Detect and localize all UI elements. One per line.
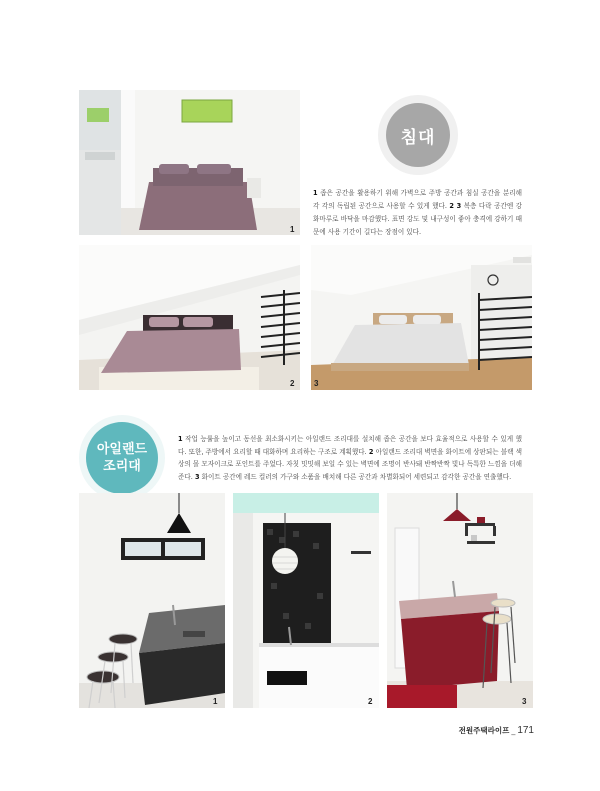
- bed-caption-part: 좁은 공간을 활용하기 위해 가벽으로 주방 공간과 침실 공간을 분리해 각 각의 독립된 공간으로 사용할 수 있게 했다.: [313, 189, 522, 210]
- bedroom-photo-3: [311, 245, 532, 390]
- magazine-name: 전원주택라이프: [458, 726, 510, 735]
- island-title-badge: [79, 415, 165, 501]
- bed-caption-part: 1: [313, 189, 318, 197]
- kitchen-photo-number-1: 1: [213, 697, 218, 706]
- page-footer: [459, 725, 534, 736]
- island-title-line2: 조리대: [103, 459, 141, 474]
- kitchen-photo-number-2: 2: [368, 697, 373, 706]
- kitchen-photo-number-3: 3: [522, 697, 527, 706]
- island-caption-part: 아일랜드 조리대 벽면을 화이트에 상판되는 블랙 색상의 몰 모자이크로 포인트를 주었다. 자칫 밋밋해 보일 수 있는 벽면에 조명이 반사돼 반짝반짝 빛나 독특한 느낌을 더해준다.: [178, 447, 522, 481]
- island-caption-part: 화이트 공간에 레드 컬러의 가구와 소품을 배치해 다른 공간과 차별화되어 세련되고 감각한 공간을 연출했다.: [199, 472, 512, 481]
- island-caption-part: 2: [368, 447, 374, 456]
- island-caption-part: 작업 능률을 높이고 동선을 최소화시키는 아일랜드 조리대를 설치해 좁은 공간을 보다 효율적으로 사용할 수 있게 했다. 또한, 주방에서 요리할 때 대화하며 요리하는 구조로 계획했다.: [178, 435, 522, 456]
- bedroom-photo-1: [79, 90, 300, 235]
- island-caption-part: 3: [194, 472, 200, 481]
- bedroom-photo-2: [79, 245, 300, 390]
- kitchen-photo-2: [233, 493, 379, 708]
- page-number: 171: [517, 725, 534, 736]
- island-caption: [178, 433, 522, 483]
- kitchen-photo-3: [387, 493, 533, 708]
- photo-number-2: 2: [290, 379, 295, 388]
- bed-title-badge: [378, 95, 458, 175]
- footer-separator: _: [511, 726, 516, 735]
- kitchen-photo-1: [79, 493, 225, 708]
- photo-number-3: 3: [314, 379, 319, 388]
- bed-caption-part: 2 3: [449, 202, 462, 210]
- bed-caption: [313, 187, 522, 239]
- bed-caption-part: 복층 다락 공간엔 강화마루로 바닥을 마감했다. 표면 강도 및 내구성이 좋아 충격에 강하기 때문에 사용 기간이 길다는 장점이 있다.: [313, 202, 523, 236]
- island-caption-part: 1: [178, 435, 183, 443]
- photo-number-1: 1: [290, 225, 295, 234]
- island-title-line1: 아일랜드: [96, 442, 148, 457]
- bed-title: 침대: [400, 127, 436, 148]
